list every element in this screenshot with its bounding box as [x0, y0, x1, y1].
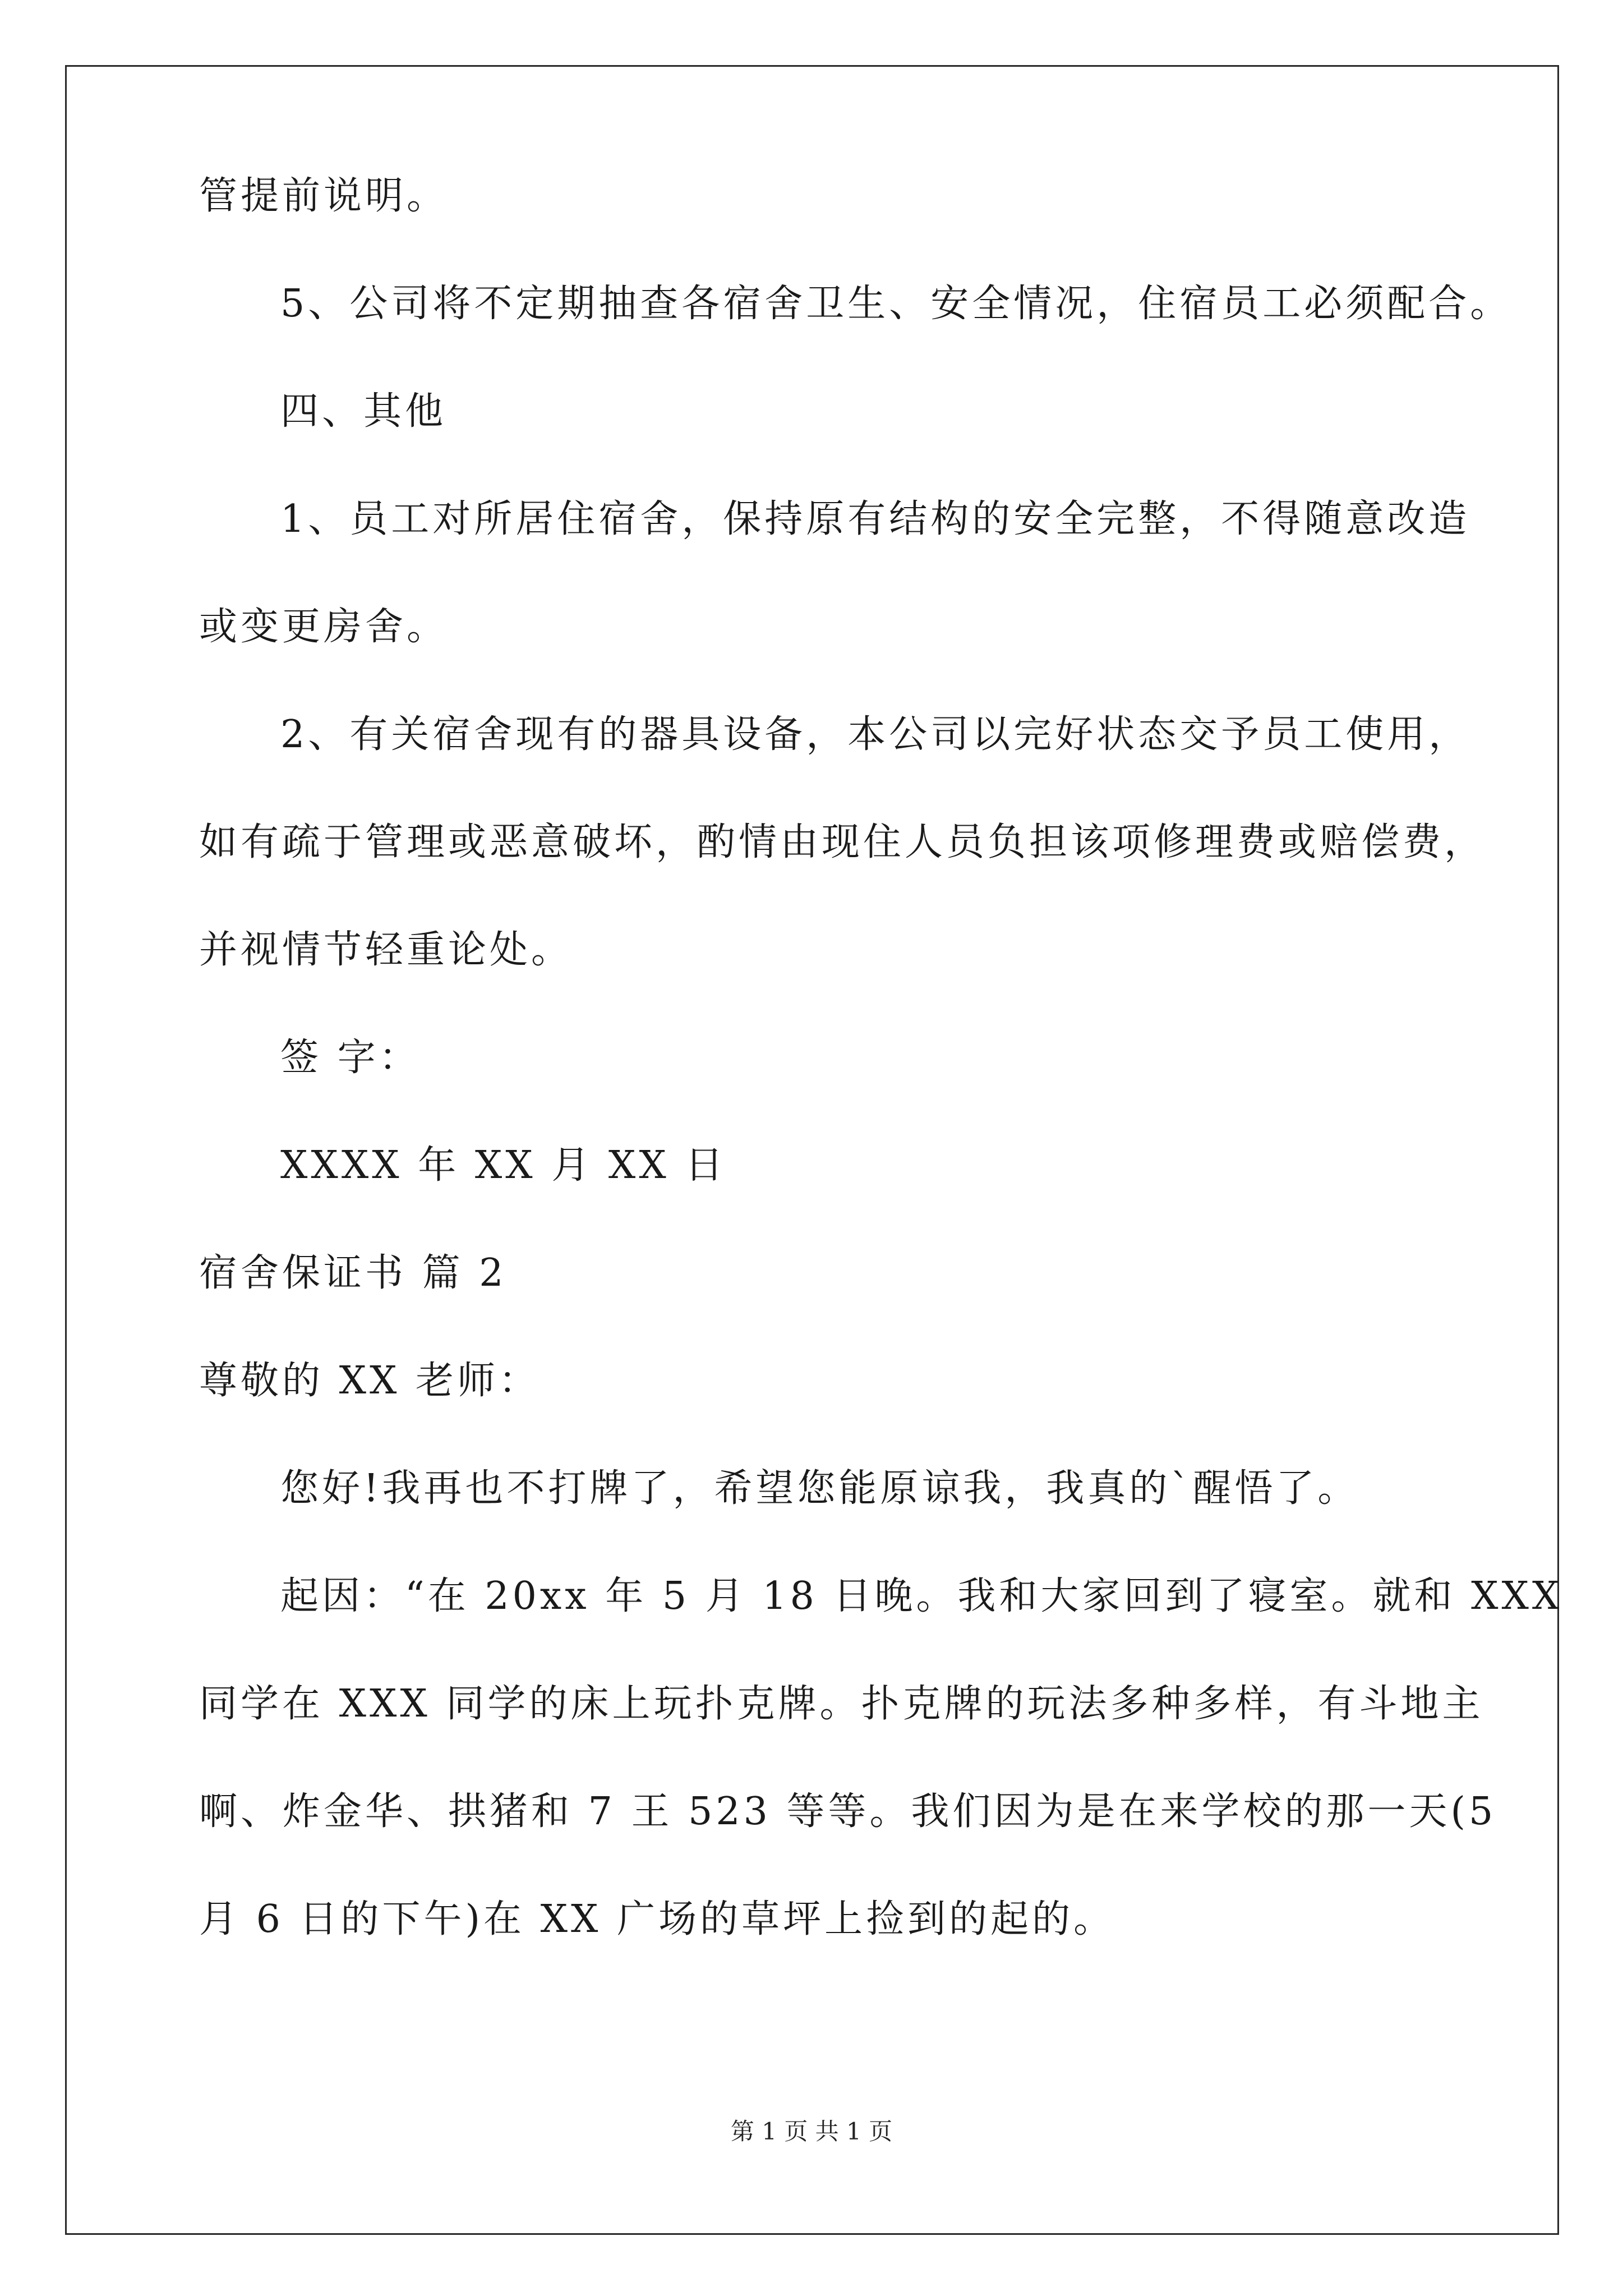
text-line: 如有疏于管理或恶意破坏，酌情由现住人员负担该项修理费或赔偿费，: [199, 820, 1486, 864]
text-line: 月 6 日的下午)在 XX 广场的草坪上捡到的起的。: [199, 1897, 1115, 1941]
text-line: 2、有关宿舍现有的器具设备，本公司以完好状态交予员工使用，: [280, 712, 1470, 757]
section-heading: 四、其他: [280, 389, 447, 434]
date-line: XXXX 年 XX 月 XX 日: [280, 1143, 727, 1188]
page-number-footer: 第 1 页 共 1 页: [730, 2118, 893, 2145]
text-line: 1、员工对所居住宿舍，保持原有结构的安全完整，不得随意改造: [280, 497, 1470, 541]
signature-label: 签 字：: [280, 1036, 421, 1080]
section-title: 宿舍保证书 篇 2: [199, 1251, 507, 1295]
text-line: 5、公司将不定期抽查各宿舍卫生、安全情况，住宿员工必须配合。: [280, 282, 1512, 326]
text-line: 啊、炸金华、拱猪和 7 王 523 等等。我们因为是在来学校的那一天(5: [199, 1789, 1497, 1834]
salutation: 尊敬的 XX 老师：: [199, 1359, 541, 1403]
text-line: 或变更房舍。: [199, 605, 449, 649]
text-line: 管提前说明。: [199, 174, 449, 218]
text-line: 起因：“在 20xx 年 5 月 18 日晚。我和大家回到了寝室。就和 XXX: [280, 1574, 1563, 1618]
text-line: 并视情节轻重论处。: [199, 928, 573, 972]
text-line: 同学在 XXX 同学的床上玩扑克牌。扑克牌的玩法多种多样，有斗地主: [199, 1682, 1484, 1726]
text-line: 您好!我再也不打牌了，希望您能原谅我，我真的`醒悟了。: [280, 1466, 1359, 1511]
